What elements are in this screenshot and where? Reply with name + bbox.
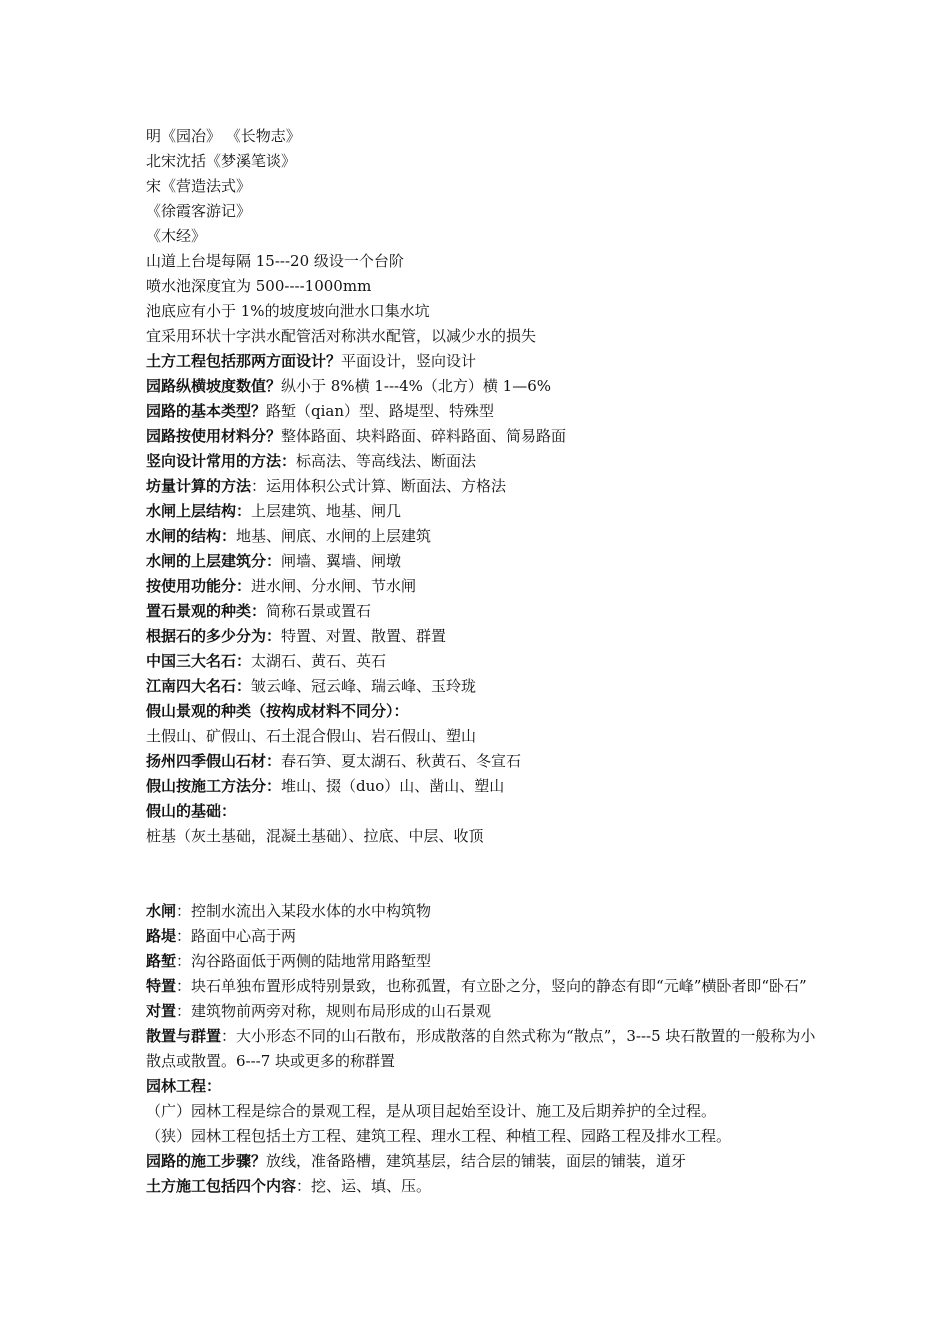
qa-line bbox=[146, 499, 826, 524]
qa-line bbox=[146, 474, 826, 499]
definition-term: 特置 bbox=[146, 977, 177, 995]
qa-line bbox=[146, 1174, 826, 1199]
definition-line bbox=[146, 949, 826, 974]
qa-term: 假山按施工方法分： bbox=[146, 777, 282, 795]
qa-line bbox=[146, 424, 826, 449]
definition-line bbox=[146, 974, 826, 999]
qa-answer: 整体路面、块料路面、碎料路面、简易路面 bbox=[281, 427, 567, 445]
qa-answer: 进水闸、分水闸、节水闸 bbox=[251, 577, 417, 595]
definition-term: 园林工程： bbox=[146, 1077, 222, 1095]
qa-answer: 平面设计，竖向设计 bbox=[341, 352, 477, 370]
qa-answer: 特置、对置、散置、群置 bbox=[281, 627, 447, 645]
definition-text: ：控制水流出入某段水体的水中构筑物 bbox=[176, 902, 432, 920]
qa-term: 土方施工包括四个内容 bbox=[146, 1177, 297, 1195]
qa-answer: 堆山、掇（duo）山、凿山、塑山 bbox=[281, 777, 505, 795]
qa-line bbox=[146, 349, 826, 374]
qa-line bbox=[146, 699, 826, 724]
definition-text: ：建筑物前两旁对称，规则布局形成的山石景观 bbox=[176, 1002, 492, 1020]
definition-line bbox=[146, 1024, 826, 1074]
qa-line bbox=[146, 524, 826, 549]
qa-line bbox=[146, 549, 826, 574]
text-line: 土假山、矿假山、石土混合假山、岩石假山、塑山 bbox=[146, 727, 477, 745]
qa-answer: 上层建筑、地基、闸几 bbox=[251, 502, 402, 520]
qa-term: 水闸的结构： bbox=[146, 527, 237, 545]
definition-term: 路堑 bbox=[146, 952, 177, 970]
text-line: 桩基（灰土基础，混凝土基础）、拉底、中层、收顶 bbox=[146, 827, 484, 845]
qa-term: 土方工程包括那两方面设计？ bbox=[146, 352, 342, 370]
qa-line bbox=[146, 574, 826, 599]
qa-term: 扬州四季假山石材： bbox=[146, 752, 282, 770]
text-line: （广）园林工程是综合的景观工程，是从项目起始至设计、施工及后期养护的全过程。 bbox=[146, 1102, 717, 1120]
text-line: 北宋沈括《梦溪笔谈》 bbox=[146, 152, 297, 170]
qa-answer: ：挖、运、填、压。 bbox=[296, 1177, 432, 1195]
text-line: 宜采用环状十字洪水配管活对称洪水配管，以减少水的损失 bbox=[146, 327, 537, 345]
qa-term: 园路的施工步骤？ bbox=[146, 1152, 267, 1170]
definition-term: 散置与群置 bbox=[146, 1027, 222, 1045]
qa-term: 园路的基本类型？ bbox=[146, 402, 267, 420]
definition-text: ：块石单独布置形成特别景致，也称孤置，有立卧之分，竖向的静态有即“元峰”横卧者即“卧石” bbox=[176, 977, 807, 995]
qa-line bbox=[146, 649, 826, 674]
qa-term: 竖向设计常用的方法： bbox=[146, 452, 297, 470]
qa-answer: 简称石景或置石 bbox=[266, 602, 372, 620]
qa-answer: 太湖石、黄石、英石 bbox=[251, 652, 387, 670]
qa-term: 坊量计算的方法 bbox=[146, 477, 252, 495]
qa-term: 园路纵横坡度数值？ bbox=[146, 377, 282, 395]
qa-answer: 纵小于 8%横 1---4%（北方）横 1—6% bbox=[281, 377, 552, 395]
definition-line bbox=[146, 899, 826, 924]
text-line: 池底应有小于 1%的坡度坡向泄水口集水坑 bbox=[146, 302, 430, 320]
qa-answer: 地基、闸底、水闸的上层建筑 bbox=[236, 527, 432, 545]
qa-line bbox=[146, 774, 826, 799]
text-line: 喷水池深度宜为 500----1000mm bbox=[146, 277, 372, 295]
definition-line bbox=[146, 999, 826, 1024]
qa-answer: 路堑（qian）型、路堤型、特殊型 bbox=[266, 402, 495, 420]
qa-line bbox=[146, 799, 826, 824]
definition-text: ：大小形态不同的山石散布，形成散落的自然式称为“散点”，3---5 块石散置的一般称为小散点或散置。6---7 块或更多的称群置 bbox=[146, 1027, 816, 1070]
qa-answer: 放线，准备路槽，建筑基层，结合层的铺装，面层的铺装，道牙 bbox=[266, 1152, 687, 1170]
qa-line bbox=[146, 1149, 826, 1174]
definition-text: ：路面中心高于两 bbox=[176, 927, 297, 945]
text-line: 山道上台堤每隔 15---20 级设一个台阶 bbox=[146, 252, 404, 270]
qa-term: 假山景观的种类（按构成材料不同分）： bbox=[146, 702, 409, 720]
qa-term: 置石景观的种类： bbox=[146, 602, 267, 620]
qa-line bbox=[146, 624, 826, 649]
qa-term: 假山的基础： bbox=[146, 802, 237, 820]
qa-answer: 闸墙、翼墙、闸墩 bbox=[281, 552, 402, 570]
definition-text: ：沟谷路面低于两侧的陆地常用路堑型 bbox=[176, 952, 432, 970]
definition-line bbox=[146, 924, 826, 949]
text-line: 《徐霞客游记》 bbox=[146, 202, 252, 220]
definition-term: 路堤 bbox=[146, 927, 177, 945]
qa-term: 按使用功能分： bbox=[146, 577, 252, 595]
definition-term: 水闸 bbox=[146, 902, 177, 920]
qa-line bbox=[146, 674, 826, 699]
text-line: 明《园冶》 《长物志》 bbox=[146, 127, 301, 145]
qa-answer: 皱云峰、冠云峰、瑞云峰、玉玲珑 bbox=[251, 677, 477, 695]
qa-line bbox=[146, 374, 826, 399]
definition-term: 对置 bbox=[146, 1002, 177, 1020]
text-line: （狭）园林工程包括土方工程、建筑工程、理水工程、种植工程、园路工程及排水工程。 bbox=[146, 1127, 732, 1145]
document-page bbox=[146, 124, 826, 1199]
qa-term: 园路按使用材料分？ bbox=[146, 427, 282, 445]
definition-line bbox=[146, 1074, 826, 1099]
qa-term: 中国三大名石： bbox=[146, 652, 252, 670]
qa-line bbox=[146, 399, 826, 424]
qa-answer: 春石笋、夏太湖石、秋黄石、冬宣石 bbox=[281, 752, 522, 770]
qa-answer: ：运用体积公式计算、断面法、方格法 bbox=[251, 477, 507, 495]
qa-answer: 标高法、等高线法、断面法 bbox=[296, 452, 477, 470]
text-line: 《木经》 bbox=[146, 227, 207, 245]
qa-line bbox=[146, 599, 826, 624]
qa-line bbox=[146, 449, 826, 474]
qa-line bbox=[146, 749, 826, 774]
qa-term: 根据石的多少分为： bbox=[146, 627, 282, 645]
qa-term: 水闸上层结构： bbox=[146, 502, 252, 520]
qa-term: 水闸的上层建筑分： bbox=[146, 552, 282, 570]
qa-term: 江南四大名石： bbox=[146, 677, 252, 695]
text-line: 宋《营造法式》 bbox=[146, 177, 252, 195]
paragraph-gap bbox=[146, 849, 826, 899]
